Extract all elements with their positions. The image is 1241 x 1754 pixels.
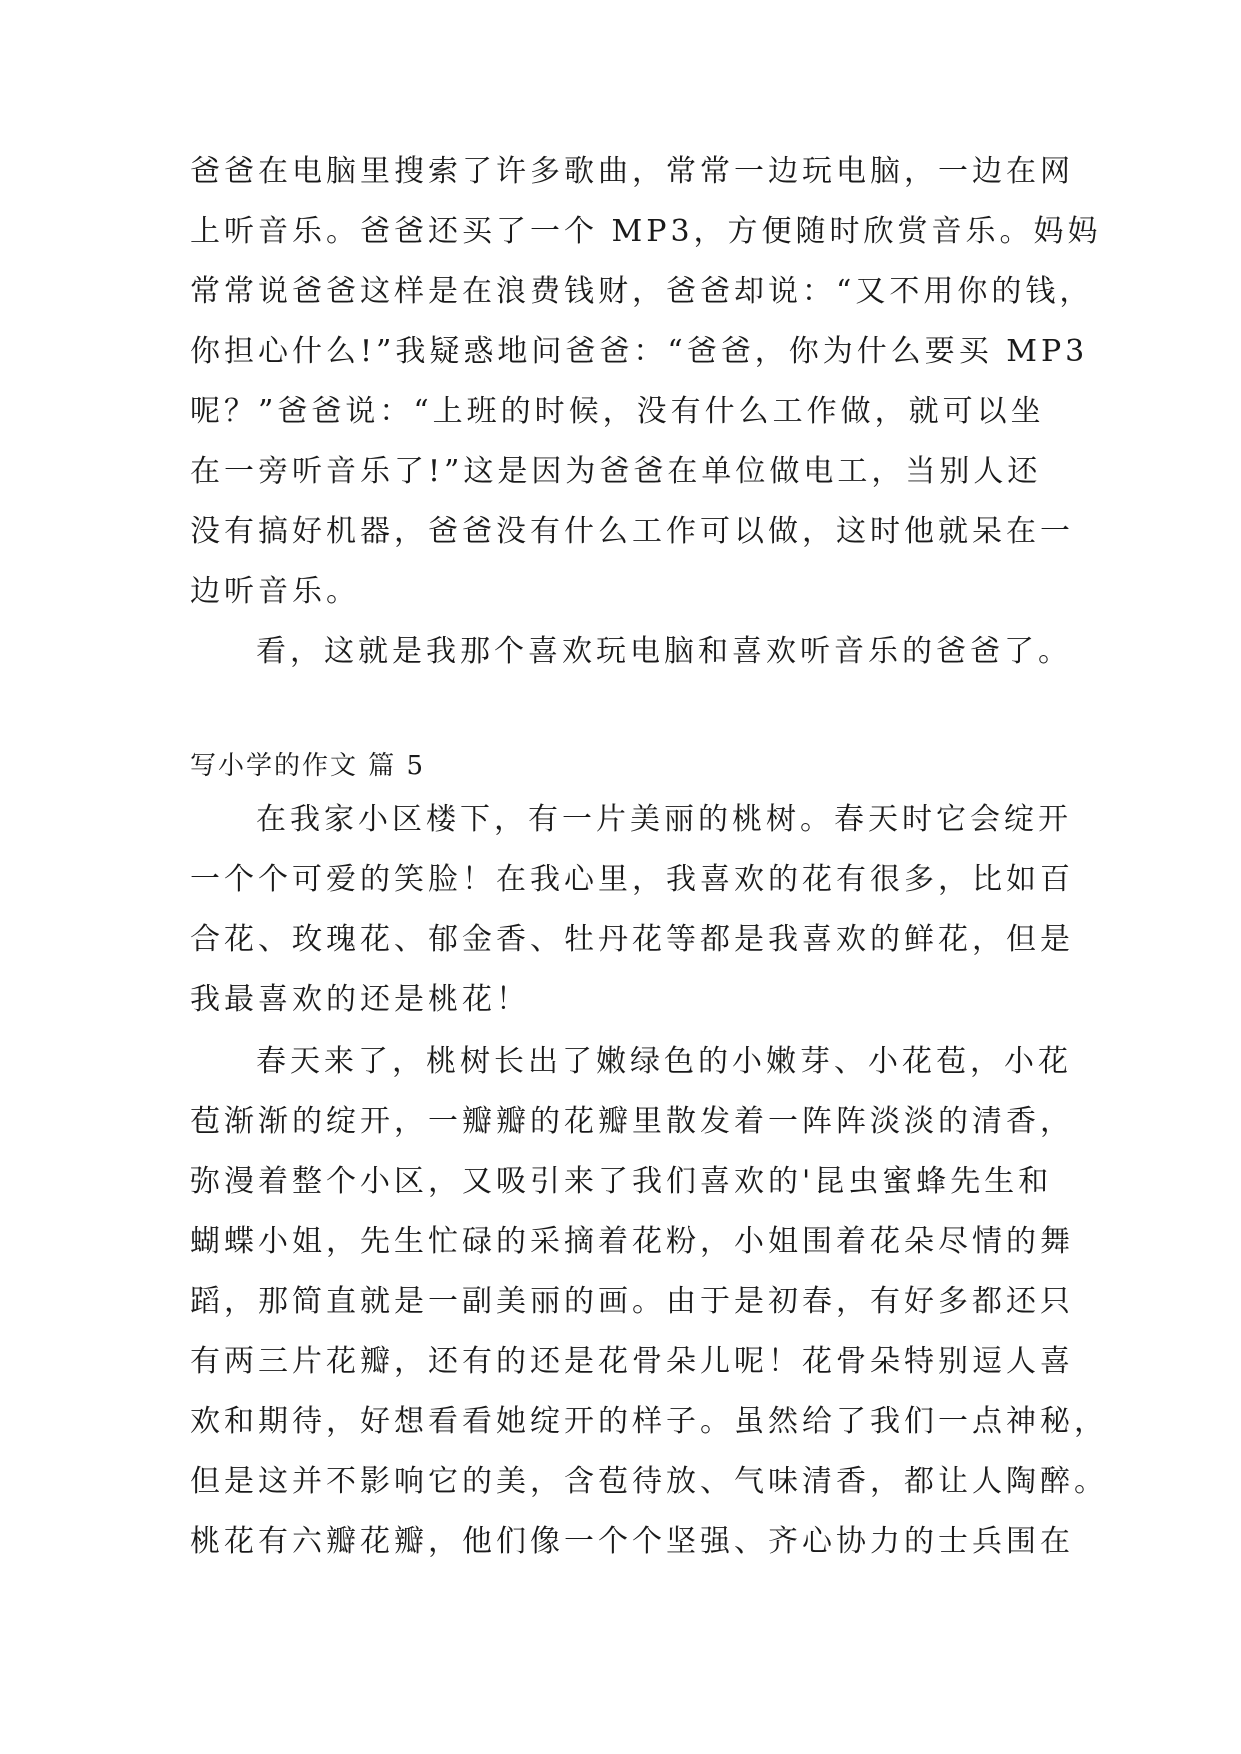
paragraph-line: 没有搞好机器，爸爸没有什么工作可以做，这时他就呆在一 [190, 514, 1074, 549]
paragraph-line: 蝴蝶小姐，先生忙碌的采摘着花粉，小姐围着花朵尽情的舞 [190, 1224, 1074, 1259]
paragraph-line: 边听音乐。 [190, 574, 360, 609]
paragraph-line: 在我家小区楼下，有一片美丽的桃树。春天时它会绽开 [256, 802, 1072, 837]
paragraph-line: 蹈，那简直就是一副美丽的画。由于是初春，有好多都还只 [190, 1284, 1074, 1319]
section-heading: 写小学的作文 篇 5 [190, 751, 426, 781]
paragraph-line: 我最喜欢的还是桃花！ [190, 982, 530, 1017]
paragraph-line: 一个个可爱的笑脸！在我心里，我喜欢的花有很多，比如百 [190, 862, 1074, 897]
paragraph-line: 春天来了，桃树长出了嫩绿色的小嫩芽、小花苞，小花 [256, 1044, 1072, 1079]
paragraph-line: 爸爸在电脑里搜索了许多歌曲，常常一边玩电脑，一边在网 [190, 154, 1074, 189]
paragraph-line: 你担心什么!”我疑惑地问爸爸：“爸爸，你为什么要买 MP3 [190, 334, 1089, 369]
paragraph-line: 苞渐渐的绽开，一瓣瓣的花瓣里散发着一阵阵淡淡的清香， [190, 1104, 1074, 1139]
paragraph-line: 呢？”爸爸说：“上班的时候，没有什么工作做，就可以坐 [190, 394, 1045, 429]
paragraph-line: 有两三片花瓣，还有的还是花骨朵儿呢！花骨朵特别逗人喜 [190, 1344, 1074, 1379]
paragraph-line: 桃花有六瓣花瓣，他们像一个个坚强、齐心协力的士兵围在 [190, 1524, 1074, 1559]
paragraph-line: 弥漫着整个小区，又吸引来了我们喜欢的'昆虫蜜蜂先生和 [190, 1164, 1053, 1199]
paragraph-line: 在一旁听音乐了!”这是因为爸爸在单位做电工，当别人还 [190, 454, 1042, 489]
paragraph-line: 上听音乐。爸爸还买了一个 MP3，方便随时欣赏音乐。妈妈 [190, 214, 1102, 249]
paragraph-line: 欢和期待，好想看看她绽开的样子。虽然给了我们一点神秘， [190, 1404, 1108, 1439]
paragraph-line: 合花、玫瑰花、郁金香、牡丹花等都是我喜欢的鲜花，但是 [190, 922, 1074, 957]
closing-paragraph: 看，这就是我那个喜欢玩电脑和喜欢听音乐的爸爸了。 [256, 634, 1072, 669]
paragraph-line: 常常说爸爸这样是在浪费钱财，爸爸却说：“又不用你的钱， [190, 274, 1094, 309]
paragraph-line: 但是这并不影响它的美，含苞待放、气味清香，都让人陶醉。 [190, 1464, 1108, 1499]
